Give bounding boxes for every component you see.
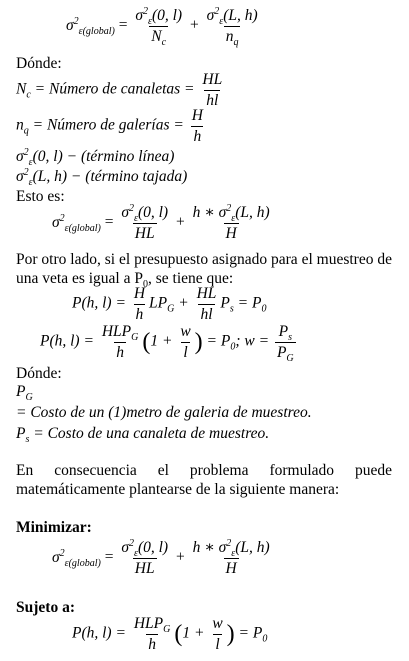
linea-text: término línea xyxy=(86,148,170,165)
esto-es-label: Esto es: xyxy=(16,188,65,205)
equation-nq: $n_q$ = Número de galerías = $\frac{H}{h}$ xyxy=(16,107,203,145)
equation-nc: $N_c$ = Número de canaletas = $\frac{HL}{hl}$ xyxy=(16,71,223,109)
equation-budget: P(h, l) = $\frac{H}{h}$ $LP_G$ + $\frac{HL}{hl}$ $P_s = P_0$ xyxy=(72,285,267,323)
pg-definition: = Costo de un (1)metro de galeria de muestreo. xyxy=(16,404,312,421)
donde-label-2: Dónde: xyxy=(16,365,62,382)
pg-symbol: $P_G$ xyxy=(16,383,33,404)
linea-term: $\sigma^2_\varepsilon(0$, l) − (término línea) xyxy=(16,146,175,169)
intro-end: , se tiene que: xyxy=(147,270,234,287)
intro-text: Por otro lado, si el presupuesto asignado para el muestreo de una veta es igual a P xyxy=(16,251,392,287)
intro-sub: 0 xyxy=(142,279,148,291)
intro-paragraph xyxy=(16,250,392,291)
minimizar-label: Minimizar: xyxy=(16,519,92,536)
equation-objective: $\sigma^2_{\varepsilon(global)}$ = $\frac{\sigma^2_\varepsilon(0, l)}{HL}$ + $\frac{h ∗ \sigma^2_\varepsilon(L, h)}{H}$ xyxy=(52,537,270,577)
pg-def-text: Costo de un (1)metro de galeria de muestreo. xyxy=(30,404,312,421)
equation-global-variance-2: $\sigma^2_{\varepsilon(global)}$ = $\frac{\sigma^2_\varepsilon(0, l)}{HL}$ + $\frac{h ∗ \sigma^2_\varepsilon(L, h)}{H}$ xyxy=(52,202,270,242)
equation-budget-factored: P(h, l) = $\frac{HLP_G}{h}$ (1 + $\frac{w}{l}$ ) = $P_0$; w = $\frac{P_s}{P_G}$ xyxy=(40,323,294,364)
tajada-text: término tajada xyxy=(90,168,183,185)
ps-def-text: Costo de una canaleta de muestreo. xyxy=(47,425,270,442)
sujeto-label: Sujeto a: xyxy=(16,599,75,616)
tajada-term: $\sigma^2_\varepsilon(L$, h) − (término tajada) xyxy=(16,166,188,189)
donde-label-1: Dónde: xyxy=(16,55,62,72)
ps-definition: $P_s$ = Costo de una canaleta de muestreo. xyxy=(16,425,270,446)
equation-global-variance: $\sigma^2_{\varepsilon(global)}$ = $\frac{\sigma^2_\varepsilon(0, l)}{N_c}$ + $\frac{\sigma^2_\varepsilon(L, h)}{n_q}$ xyxy=(66,5,258,48)
consecuencia-paragraph: En consecuencia el problema formulado puede matemáticamente plantearse de la siguiente manera: xyxy=(16,462,392,498)
nq-text: Número de galerías xyxy=(46,116,170,134)
equation-constraint: P(h, l) = $\frac{HLP_G}{h}$ (1 + $\frac{w}{l}$ ) = $P_0$ xyxy=(72,615,268,653)
nc-text: Número de canaletas xyxy=(49,80,181,98)
